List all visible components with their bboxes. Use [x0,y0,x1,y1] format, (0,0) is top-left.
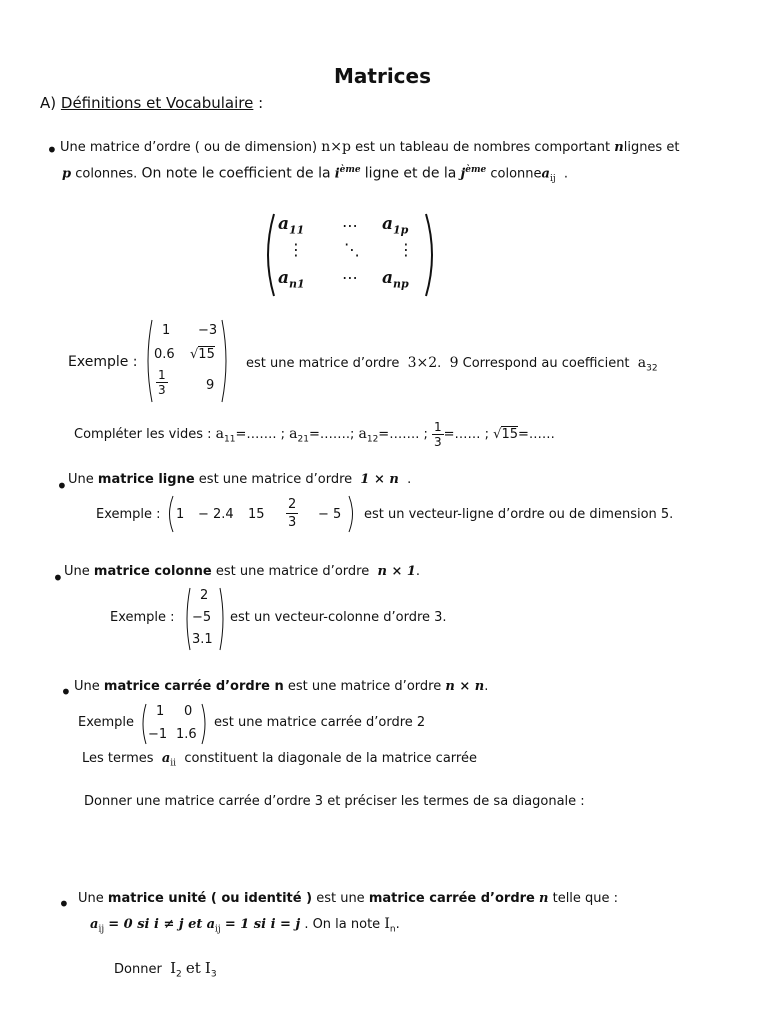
entry: − 2.4 [198,507,234,522]
example-square-matrix [140,702,208,746]
example-matrix-3x2 [144,318,230,404]
entry: 9 [206,378,215,393]
identity-task: Donner $I_2$ et $I_3$ [114,959,217,980]
example-text: est une matrice carrée d’ordre 2 [214,715,426,730]
general-matrix [260,210,440,300]
entry-anp: $a_{np}$ [382,268,409,291]
entry: 1 [176,507,185,522]
complete-exercise: Compléter les vides : $a_{11}=\dots\dots$. ; $a_{21}=\dots\dots$.; $a_{12}=\dots\dots$. ; $\frac{1}{3}$ =…… ; √15=…… [74,420,555,449]
entry: 15 [248,507,265,522]
example-text: est un vecteur-colonne d’ordre 3. [230,610,447,625]
entry: 2 [200,588,209,603]
entry: 1 [156,704,165,719]
bullet-icon: • [56,474,68,498]
entry-an1: $a_{n1}$ [278,268,305,291]
identity-condition: $a_{ij} = 0$ si i ≠ j et $a_{ij} = 1$ si i = j . On la note $I_n$. [90,916,400,935]
entry: 0.6 [154,347,175,362]
entry-fraction: $\frac{1}{3}$ [158,368,166,397]
example-column-vector [184,586,226,652]
definition-line-1: Une matrice d’ordre ( ou de dimension) n×p est un tableau de nombres comportant nlignes et [60,139,680,155]
identity-matrix-definition: Une matrice unité ( ou identité ) est une matrice carrée d’ordre n telle que : [78,891,619,906]
square-matrix-definition: Une matrice carrée d’ordre n est une matrice d’ordre n × n. [74,679,489,694]
section-heading: A) Définitions et Vocabulaire : [40,94,264,112]
entry-a11: $a_{11}$ [278,214,305,237]
example-text: est un vecteur-ligne d’ordre ou de dimension 5. [364,507,674,522]
bullet-icon: • [46,138,58,162]
entry: 1 [162,323,171,338]
ddots-icon: ⋱ [344,240,360,259]
row-matrix-definition: Une matrice ligne est une matrice d’ordre 1 × n . [68,472,412,487]
page-title: Matrices [334,64,432,88]
example-row-vector [166,494,356,534]
entry: 3.1 [192,632,213,647]
example-label: Exemple : [110,610,175,625]
bullet-icon: • [60,680,72,704]
column-matrix-definition: Une matrice colonne est une matrice d’ordre n × 1. [64,564,421,579]
square-matrix-task: Donner une matrice carrée d’ordre 3 et préciser les termes de sa diagonale : [84,794,585,809]
example-label: Exemple : [68,354,138,370]
entry: 1.6 [176,727,197,742]
definition-line-2: p colonnes. On note le coefficient de la $i^{ème}$ ligne et de la $j^{ème}$ colonnea$_{ij}$ . [62,165,569,184]
bullet-icon: • [58,892,70,916]
hdots-icon: ⋯ [342,216,358,235]
entry: −1 [148,727,168,742]
entry-fraction: $\frac{2}{3}$ [288,497,297,530]
example-text: est une matrice d’ordre 3×2. 9 Correspond au coefficient $a_{32}$ [246,355,658,374]
example-label: Exemple : [96,507,161,522]
entry-a1p: $a_{1p}$ [382,214,409,237]
bullet-icon: • [52,566,64,590]
entry-sqrt: √15 [190,347,215,362]
vdots-icon: ⋮ [288,240,304,259]
entry: −3 [198,323,218,338]
vdots-icon: ⋮ [398,240,414,259]
entry: −5 [192,610,212,625]
entry: 0 [184,704,193,719]
diagonal-text: Les termes $a_{ii}$ constituent la diagonale de la matrice carrée [82,751,477,769]
entry: − 5 [318,507,342,522]
hdots-icon: ⋯ [342,268,358,287]
example-label: Exemple [78,715,135,730]
